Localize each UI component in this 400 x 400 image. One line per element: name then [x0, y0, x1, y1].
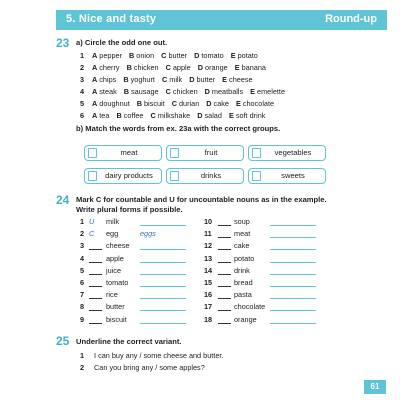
- option-letter: D: [197, 111, 203, 120]
- noun-word: chocolate: [234, 302, 266, 312]
- option-word[interactable]: potato: [237, 51, 258, 60]
- plural-blank[interactable]: [140, 225, 186, 226]
- odd-one-out-row: [80, 50, 265, 61]
- mark-blank[interactable]: [89, 249, 102, 250]
- option-letter: A: [92, 51, 98, 60]
- group-box-drinks: [166, 168, 244, 184]
- option-letter: D: [204, 87, 210, 96]
- option-word[interactable]: steak: [99, 87, 117, 96]
- exercise-23-number: 23: [56, 36, 70, 50]
- mark-blank[interactable]: [89, 286, 102, 287]
- option-word[interactable]: cake: [213, 99, 229, 108]
- noun-row: [80, 216, 200, 227]
- noun-row: [80, 228, 200, 239]
- group-label: drinks: [200, 171, 222, 180]
- mark-answer: C: [89, 229, 95, 239]
- row-number: 11: [204, 229, 212, 239]
- noun-row: [80, 314, 200, 325]
- option-word[interactable]: butter: [168, 51, 188, 60]
- plural-blank[interactable]: [270, 249, 316, 250]
- row-number: 2: [80, 363, 85, 372]
- option-letter: A: [92, 99, 98, 108]
- option-letter: D: [197, 63, 204, 72]
- section-title: Round-up: [325, 13, 377, 25]
- option-letter: A: [92, 111, 98, 120]
- option-word[interactable]: banana: [241, 63, 266, 72]
- noun-row: [204, 277, 344, 288]
- sentence-row: [80, 362, 205, 373]
- sentence-row: [80, 350, 223, 361]
- option-letter: B: [116, 111, 122, 120]
- mark-blank[interactable]: [218, 225, 231, 226]
- option-word[interactable]: chicken: [172, 87, 198, 96]
- option-letter: C: [165, 63, 171, 72]
- row-number: 1: [80, 51, 85, 60]
- plural-blank[interactable]: [270, 298, 316, 299]
- mark-blank[interactable]: [218, 323, 231, 324]
- plural-blank[interactable]: [140, 298, 186, 299]
- option-letter: E: [228, 111, 234, 120]
- plural-blank[interactable]: [270, 323, 316, 324]
- row-number: 8: [80, 302, 85, 312]
- noun-word: butter: [106, 302, 125, 312]
- mark-blank[interactable]: [218, 286, 231, 287]
- option-word[interactable]: biscuit: [144, 99, 165, 108]
- row-number: 12: [204, 241, 213, 251]
- row-number: 3: [80, 75, 85, 84]
- option-word[interactable]: chocolate: [242, 99, 275, 108]
- row-number: 9: [80, 314, 85, 324]
- option-word[interactable]: coffee: [123, 111, 144, 120]
- noun-word: biscuit: [106, 314, 127, 324]
- plural-blank[interactable]: [140, 249, 186, 250]
- noun-row: [80, 240, 200, 251]
- option-letter: B: [129, 51, 135, 60]
- option-word[interactable]: salad: [204, 111, 222, 120]
- option-word[interactable]: milkshake: [157, 111, 191, 120]
- plural-answer: eggs: [140, 229, 156, 239]
- group-label: sweets: [281, 171, 305, 180]
- odd-one-out-row: [80, 110, 272, 121]
- option-letter: A: [92, 87, 98, 96]
- row-number: 1: [80, 217, 85, 226]
- plural-blank[interactable]: [140, 274, 186, 275]
- noun-row: [204, 314, 344, 325]
- plural-blank[interactable]: [140, 310, 186, 311]
- row-number: 2: [80, 229, 85, 239]
- box-tab-icon: [252, 148, 261, 158]
- group-box-vegetables: [248, 145, 326, 161]
- mark-blank[interactable]: [218, 249, 231, 250]
- plural-blank[interactable]: [270, 286, 316, 287]
- noun-row: [204, 228, 344, 239]
- row-number: 10: [204, 217, 213, 226]
- row-number: 13: [204, 253, 213, 263]
- option-word[interactable]: durian: [178, 99, 200, 108]
- row-number: 4: [80, 87, 85, 96]
- row-number: 2: [80, 63, 85, 72]
- option-word[interactable]: orange: [205, 63, 228, 72]
- noun-word: egg: [106, 229, 119, 239]
- option-word[interactable]: butter: [196, 75, 216, 84]
- noun-row: [204, 301, 344, 312]
- plural-blank[interactable]: [270, 274, 316, 275]
- odd-one-out-row: [80, 98, 281, 109]
- noun-row: [204, 289, 344, 300]
- noun-word: cake: [234, 241, 250, 251]
- option-word[interactable]: sausage: [131, 87, 159, 96]
- box-tab-icon: [252, 171, 261, 181]
- option-word[interactable]: tomato: [201, 51, 224, 60]
- row-number: 5: [80, 99, 85, 108]
- option-word[interactable]: yoghurt: [130, 75, 155, 84]
- group-label: dairy products: [105, 171, 153, 180]
- noun-word: soup: [234, 217, 250, 226]
- odd-one-out-row: [80, 86, 292, 97]
- option-letter: A: [92, 75, 98, 84]
- mark-blank[interactable]: [218, 274, 231, 275]
- option-letter: E: [234, 63, 240, 72]
- noun-row: [204, 253, 344, 264]
- noun-word: potato: [234, 253, 255, 263]
- group-box-dairy-products: [84, 168, 162, 184]
- option-word[interactable]: milk: [169, 75, 183, 84]
- mark-blank[interactable]: [218, 237, 231, 238]
- box-tab-icon: [88, 148, 97, 158]
- plural-blank[interactable]: [140, 286, 186, 287]
- noun-word: cheese: [106, 241, 130, 251]
- noun-row: [80, 265, 200, 276]
- group-box-sweets: [248, 168, 326, 184]
- mark-answer: U: [89, 217, 95, 226]
- noun-row: [204, 265, 344, 276]
- noun-word: bread: [234, 278, 253, 287]
- plural-blank[interactable]: [270, 310, 316, 311]
- plural-blank[interactable]: [270, 225, 316, 226]
- mark-blank[interactable]: [218, 298, 231, 299]
- option-letter: C: [161, 75, 168, 84]
- page-number: 61: [364, 380, 386, 394]
- option-letter: B: [123, 87, 130, 96]
- plural-blank[interactable]: [270, 237, 316, 238]
- row-number: 6: [80, 278, 85, 287]
- noun-word: tomato: [106, 278, 129, 287]
- row-number: 15: [204, 278, 213, 287]
- row-number: 5: [80, 265, 85, 275]
- row-number: 16: [204, 290, 213, 300]
- option-word[interactable]: chicken: [133, 63, 159, 72]
- exercise-24-number: 24: [56, 193, 70, 207]
- plural-blank[interactable]: [140, 262, 186, 263]
- option-word[interactable]: meatballs: [211, 87, 244, 96]
- mark-blank[interactable]: [218, 310, 231, 311]
- box-tab-icon: [170, 171, 179, 181]
- noun-row: [80, 277, 200, 288]
- noun-row: [204, 240, 344, 251]
- odd-one-out-row: [80, 62, 273, 73]
- group-label: fruit: [204, 148, 218, 157]
- group-box-meat: [84, 145, 162, 161]
- header-band: [56, 10, 387, 30]
- option-letter: E: [230, 51, 236, 60]
- box-tab-icon: [170, 148, 179, 158]
- option-word[interactable]: onion: [136, 51, 155, 60]
- noun-word: orange: [234, 314, 257, 324]
- option-letter: D: [189, 75, 195, 84]
- group-box-fruit: [166, 145, 244, 161]
- row-number: 1: [80, 351, 85, 360]
- option-letter: B: [126, 63, 132, 72]
- noun-word: juice: [106, 265, 122, 275]
- mark-blank[interactable]: [218, 262, 231, 263]
- exercise-25-number: 25: [56, 334, 70, 348]
- mark-blank[interactable]: [89, 298, 102, 299]
- noun-row: [80, 301, 200, 312]
- option-word[interactable]: tea: [99, 111, 110, 120]
- exercise-23a-instruction: a) Circle the odd one out.: [76, 38, 168, 47]
- option-letter: E: [222, 75, 228, 84]
- noun-word: apple: [106, 253, 124, 263]
- noun-word: drink: [234, 265, 250, 275]
- noun-word: rice: [106, 290, 118, 300]
- plural-blank[interactable]: [270, 262, 316, 263]
- row-number: 6: [80, 111, 85, 120]
- mark-blank[interactable]: [89, 262, 102, 263]
- option-word[interactable]: doughnut: [99, 99, 130, 108]
- option-word[interactable]: chips: [99, 75, 117, 84]
- option-word[interactable]: cherry: [99, 63, 120, 72]
- noun-word: meat: [234, 229, 251, 239]
- option-letter: C: [161, 51, 167, 60]
- option-letter: D: [206, 99, 212, 108]
- unit-title: 5. Nice and tasty: [66, 13, 157, 25]
- noun-row: [80, 253, 200, 264]
- option-word[interactable]: pepper: [99, 51, 123, 60]
- row-number: 14: [204, 265, 213, 275]
- option-letter: B: [123, 75, 129, 84]
- option-word[interactable]: cheese: [229, 75, 253, 84]
- box-tab-icon: [88, 171, 97, 181]
- option-letter: E: [250, 87, 256, 96]
- row-number: 3: [80, 241, 85, 251]
- noun-word: milk: [106, 217, 119, 226]
- sentence-text: Can you bring any / some apples?: [94, 363, 205, 372]
- option-letter: C: [150, 111, 156, 120]
- row-number: 18: [204, 314, 213, 324]
- exercise-23b-instruction: b) Match the words from ex. 23a with the correct groups.: [76, 124, 281, 133]
- option-letter: C: [171, 99, 177, 108]
- option-word[interactable]: emelette: [257, 87, 286, 96]
- mark-blank[interactable]: [89, 274, 102, 275]
- group-label: vegetables: [274, 148, 312, 157]
- mark-blank[interactable]: [89, 323, 102, 324]
- noun-row: [204, 216, 344, 227]
- row-number: 4: [80, 253, 85, 263]
- option-letter: A: [92, 63, 98, 72]
- noun-row: [80, 289, 200, 300]
- option-letter: C: [165, 87, 171, 96]
- option-letter: D: [194, 51, 200, 60]
- row-number: 7: [80, 290, 85, 300]
- exercise-25-instruction: Underline the correct variant.: [76, 337, 182, 346]
- group-label: meat: [120, 148, 138, 157]
- odd-one-out-row: [80, 74, 260, 85]
- option-word[interactable]: apple: [172, 63, 191, 72]
- plural-blank[interactable]: [140, 323, 186, 324]
- option-letter: E: [235, 99, 241, 108]
- noun-word: pasta: [234, 290, 252, 300]
- option-word[interactable]: soft drink: [235, 111, 266, 120]
- row-number: 17: [204, 302, 213, 312]
- option-letter: B: [136, 99, 142, 108]
- mark-blank[interactable]: [89, 310, 102, 311]
- exercise-24-instruction: Mark C for countable and U for uncountable nouns as in the example. Write plural forms if possible.: [76, 195, 327, 214]
- sentence-text: I can buy any / some cheese and butter.: [94, 351, 224, 360]
